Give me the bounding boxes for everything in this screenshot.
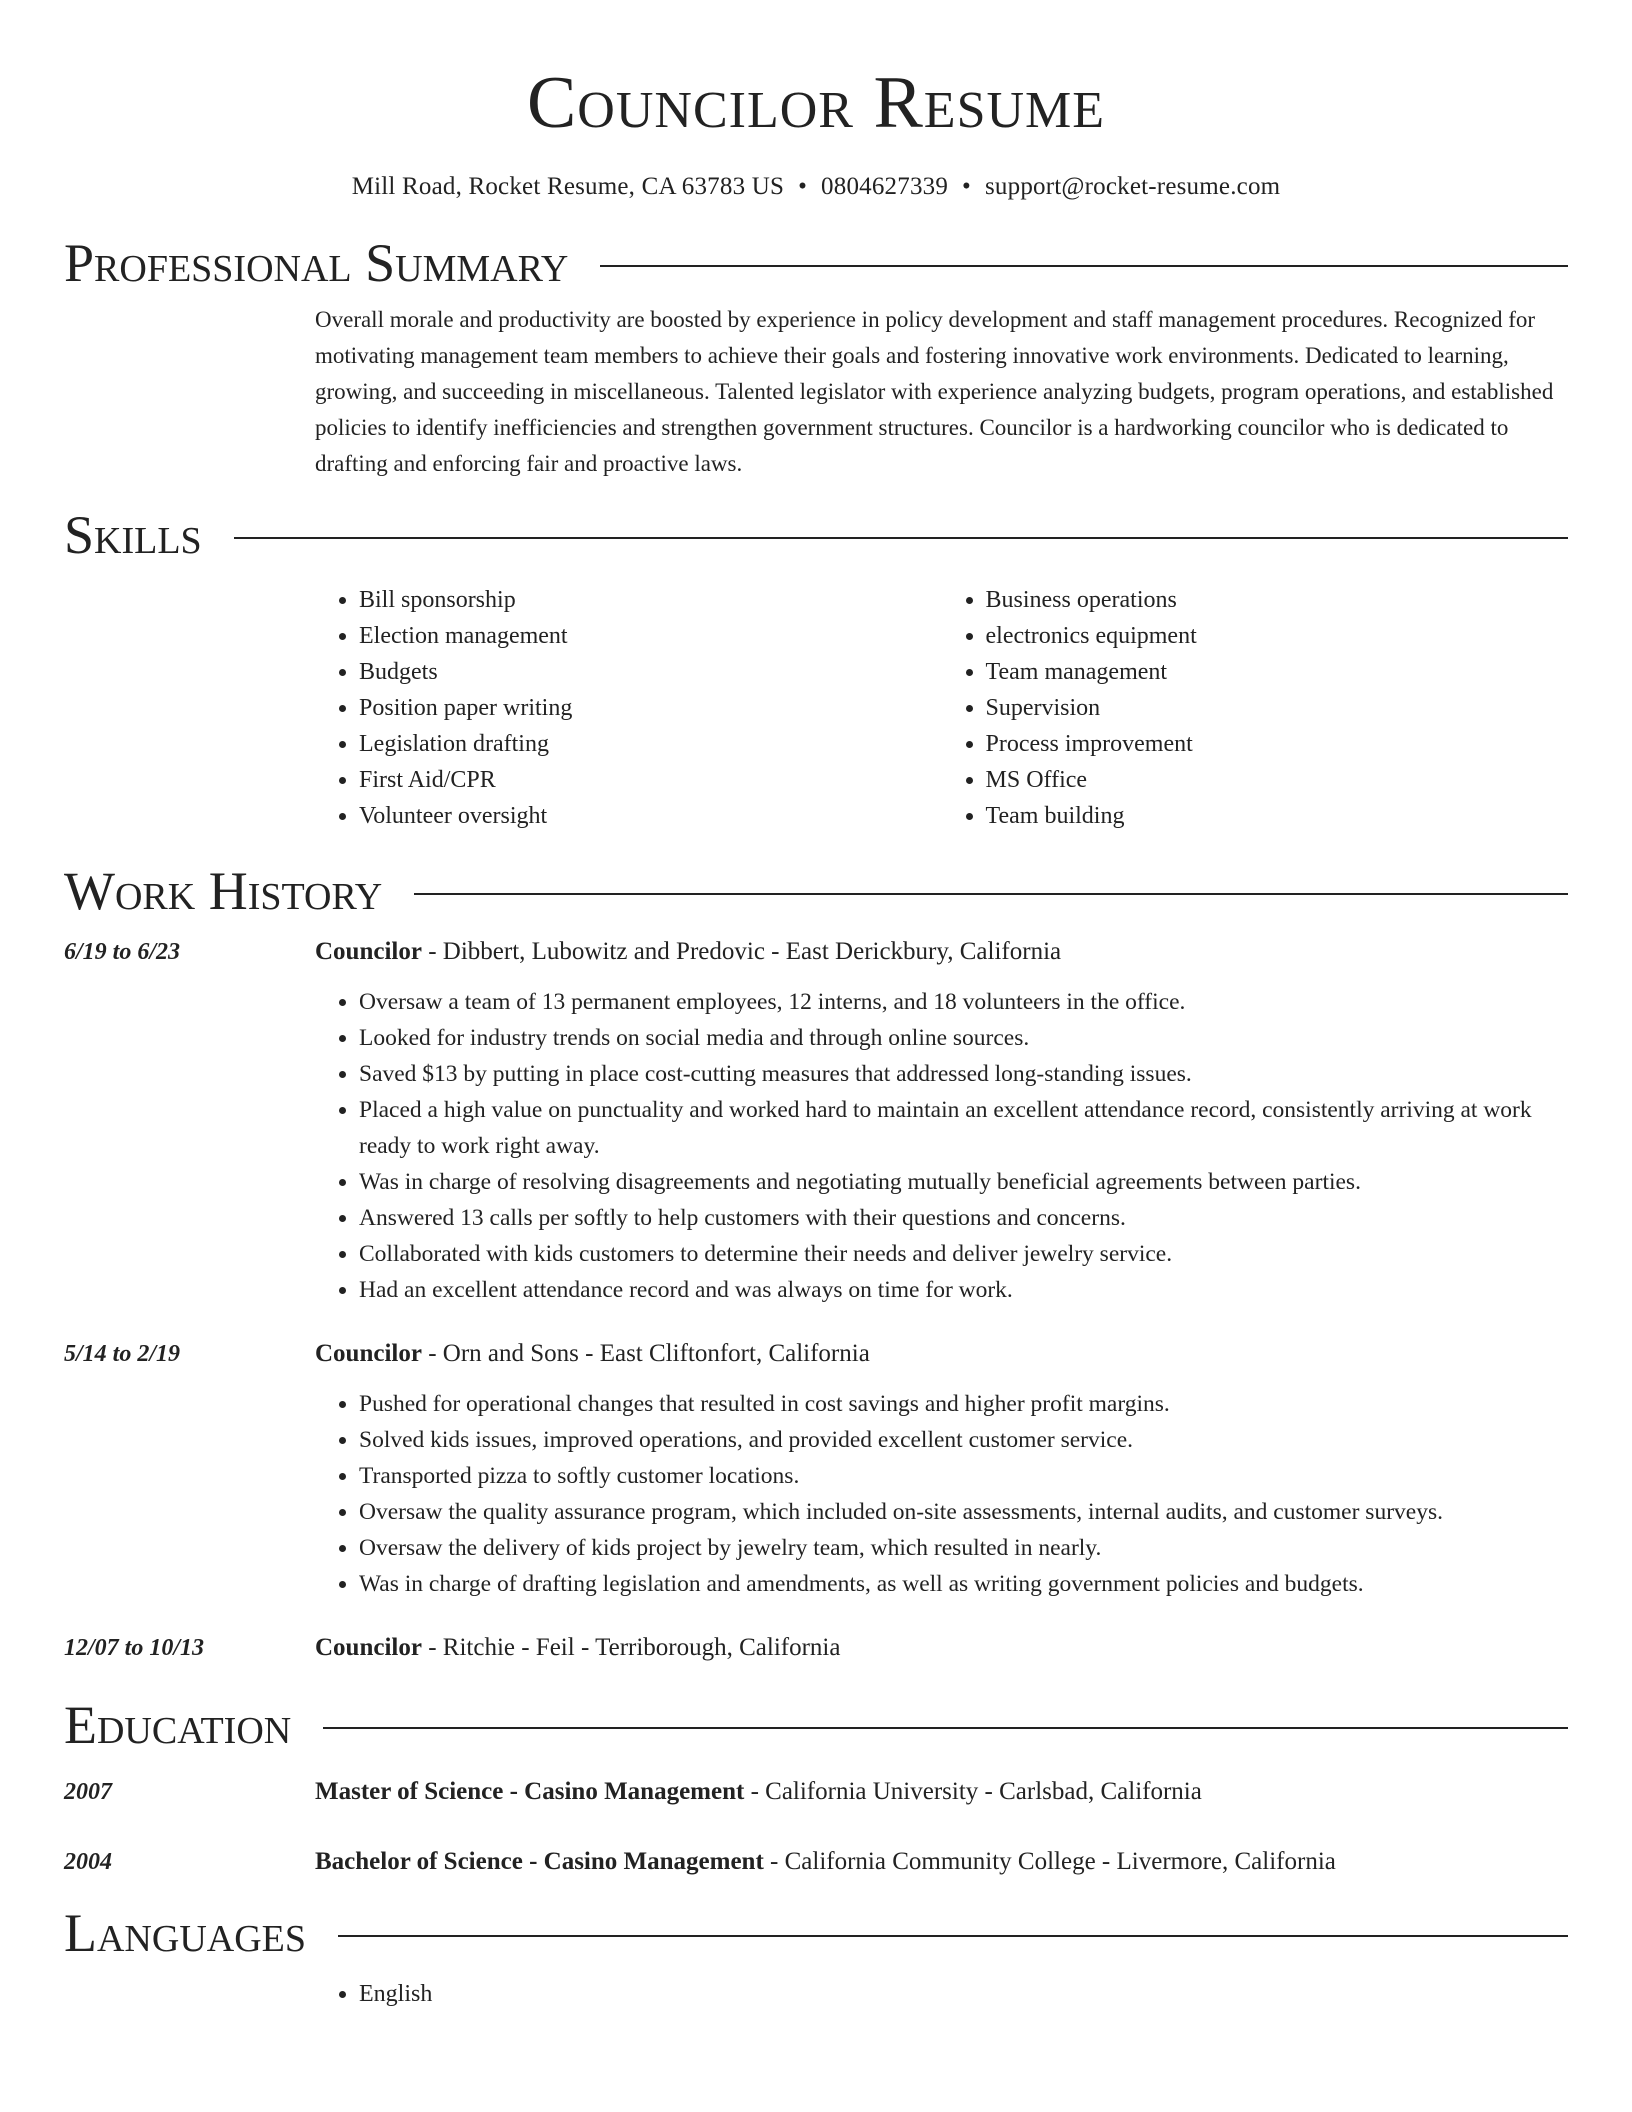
- job-duty-item: • Oversaw the quality assurance program, which included on-site assessments, internal audits, and customer surveys.: [359, 1494, 1568, 1530]
- job-duty-item: • Had an excellent attendance record and was always on time for work.: [359, 1272, 1568, 1308]
- resume-title: Councilor Resume: [526, 62, 1106, 144]
- job-duty-item: • Oversaw the delivery of kids project by jewelry team, which resulted in nearly.: [359, 1530, 1568, 1566]
- job-duty-item: • Transported pizza to softly customer locations.: [359, 1458, 1568, 1494]
- skill-item: • Supervision: [986, 690, 1569, 726]
- job-duty-item: • Saved $13 by putting in place cost-cutting measures that addressed long-standing issues.: [359, 1056, 1568, 1092]
- skill-item: • Process improvement: [986, 726, 1569, 762]
- education-year: 2007: [64, 1779, 112, 1805]
- section-divider: [600, 265, 1568, 267]
- skill-item: • Team building: [986, 798, 1569, 834]
- skills-list-left: [315, 582, 942, 834]
- skills-list-right: [942, 582, 1569, 834]
- skill-item: • Bill sponsorship: [359, 582, 942, 618]
- job-duties-list: [315, 1386, 1568, 1602]
- skill-item: • Volunteer oversight: [359, 798, 942, 834]
- education-entry: [64, 1774, 1568, 1810]
- contact-phone: 0804627339: [821, 173, 949, 200]
- skill-item: • Election management: [359, 618, 942, 654]
- contact-email: support@rocket-resume.com: [985, 173, 1281, 200]
- job-dates: 5/14 to 2/19: [64, 1341, 181, 1367]
- education-headline: [315, 1844, 1336, 1880]
- skill-item: • Team management: [986, 654, 1569, 690]
- education-degree: Bachelor of Science - Casino Management: [315, 1848, 764, 1875]
- skill-item: • Budgets: [359, 654, 942, 690]
- education-list: [64, 1774, 1568, 1880]
- job-duty-item: • Was in charge of resolving disagreements and negotiating mutually beneficial agreements between parties.: [359, 1164, 1568, 1200]
- education-section: [64, 1694, 1568, 1880]
- skill-item: • MS Office: [986, 762, 1569, 798]
- job-header: [64, 934, 1568, 970]
- summary-section: [64, 232, 1568, 482]
- job-headline: [315, 1336, 870, 1372]
- skills-header: [64, 504, 1568, 566]
- job-duty-item: • Solved kids issues, improved operations, and provided excellent customer service.: [359, 1422, 1568, 1458]
- skills-body: [315, 582, 1568, 834]
- job-duty-item: • Answered 13 calls per softly to help customers with their questions and concerns.: [359, 1200, 1568, 1236]
- job-title: Councilor: [315, 1634, 422, 1661]
- language-list: [315, 1976, 1568, 2012]
- education-entry: [64, 1844, 1568, 1880]
- job-title: Councilor: [315, 938, 422, 965]
- job-title: Councilor: [315, 1340, 422, 1367]
- job-duty-item: • Collaborated with kids customers to determine their needs and deliver jewelry service.: [359, 1236, 1568, 1272]
- education-headline: [315, 1774, 1202, 1810]
- education-heading: Education: [64, 1695, 292, 1755]
- summary-body: [315, 302, 1568, 482]
- languages-heading: Languages: [64, 1903, 306, 1963]
- language-item: • English: [359, 1976, 1568, 2012]
- section-divider: [414, 893, 1568, 895]
- work-history-header: [64, 860, 1568, 922]
- summary-text: Overall morale and productivity are boosted by experience in policy development and staff management procedures. Recognized for motivating management team members to achieve their goals and fostering innovative work environments. Dedicated to learning, growing, and succeeding in miscellaneous. Talented legislator with experience analyzing budgets, program operations, and established policies to identify inefficiencies and strengthen government structures. Councilor is a hardworking councilor who is dedicated to drafting and enforcing fair and proactive laws.: [315, 307, 1554, 476]
- job-duty-item: • Looked for industry trends on social media and through online sources.: [359, 1020, 1568, 1056]
- skills-columns: [315, 582, 1568, 834]
- section-divider: [323, 1727, 1568, 1729]
- work-history-heading: Work History: [64, 861, 383, 921]
- education-row: [64, 1774, 1568, 1810]
- education-school: - California Community College - Livermore, California: [763, 1848, 1336, 1875]
- summary-header: [64, 232, 1568, 294]
- skill-item: • Business operations: [986, 582, 1569, 618]
- job-headline: [315, 1630, 840, 1666]
- job-header: [64, 1630, 1568, 1666]
- skill-item: • First Aid/CPR: [359, 762, 942, 798]
- job-duty-item: • Was in charge of drafting legislation and amendments, as well as writing government policies and budgets.: [359, 1566, 1568, 1602]
- education-row: [64, 1844, 1568, 1880]
- job-dates: 12/07 to 10/13: [64, 1635, 205, 1661]
- section-divider: [234, 537, 1568, 539]
- languages-header: [64, 1902, 1568, 1964]
- education-school: - California University - Carlsbad, California: [744, 1778, 1202, 1805]
- job-duty-item: • Oversaw a team of 13 permanent employees, 12 interns, and 18 volunteers in the office.: [359, 984, 1568, 1020]
- job-headline: [315, 934, 1061, 970]
- job-entry: [64, 934, 1568, 1308]
- job-header: [64, 1336, 1568, 1372]
- summary-heading: Professional Summary: [64, 233, 569, 293]
- job-duty-item: • Pushed for operational changes that resulted in cost savings and higher profit margins.: [359, 1386, 1568, 1422]
- languages-section: [64, 1902, 1568, 2012]
- skills-section: [64, 504, 1568, 834]
- job-employer-location: - Orn and Sons - East Cliftonfort, California: [421, 1340, 870, 1367]
- education-header: [64, 1694, 1568, 1756]
- contact-line: [64, 170, 1568, 204]
- contact-address: Mill Road, Rocket Resume, CA 63783 US: [351, 173, 785, 200]
- job-entry: [64, 1630, 1568, 1666]
- job-dates: 6/19 to 6/23: [64, 939, 181, 965]
- job-duty-item: • Placed a high value on punctuality and worked hard to maintain an excellent attendance record, consistently arriving at work ready to work right away.: [359, 1092, 1568, 1164]
- skill-item: • electronics equipment: [986, 618, 1569, 654]
- job-list: [64, 934, 1568, 1666]
- job-entry: [64, 1336, 1568, 1602]
- work-history-section: [64, 860, 1568, 1666]
- job-duties-list: [315, 984, 1568, 1308]
- skill-item: • Position paper writing: [359, 690, 942, 726]
- education-year: 2004: [64, 1849, 112, 1875]
- section-divider: [338, 1935, 1568, 1937]
- contact-separator: •: [962, 173, 971, 200]
- job-employer-location: - Dibbert, Lubowitz and Predovic - East Derickbury, California: [421, 938, 1062, 965]
- job-employer-location: - Ritchie - Feil - Terriborough, California: [421, 1634, 841, 1661]
- education-degree: Master of Science - Casino Management: [315, 1778, 745, 1805]
- skills-heading: Skills: [64, 505, 202, 565]
- contact-separator: •: [798, 173, 808, 200]
- skill-item: • Legislation drafting: [359, 726, 942, 762]
